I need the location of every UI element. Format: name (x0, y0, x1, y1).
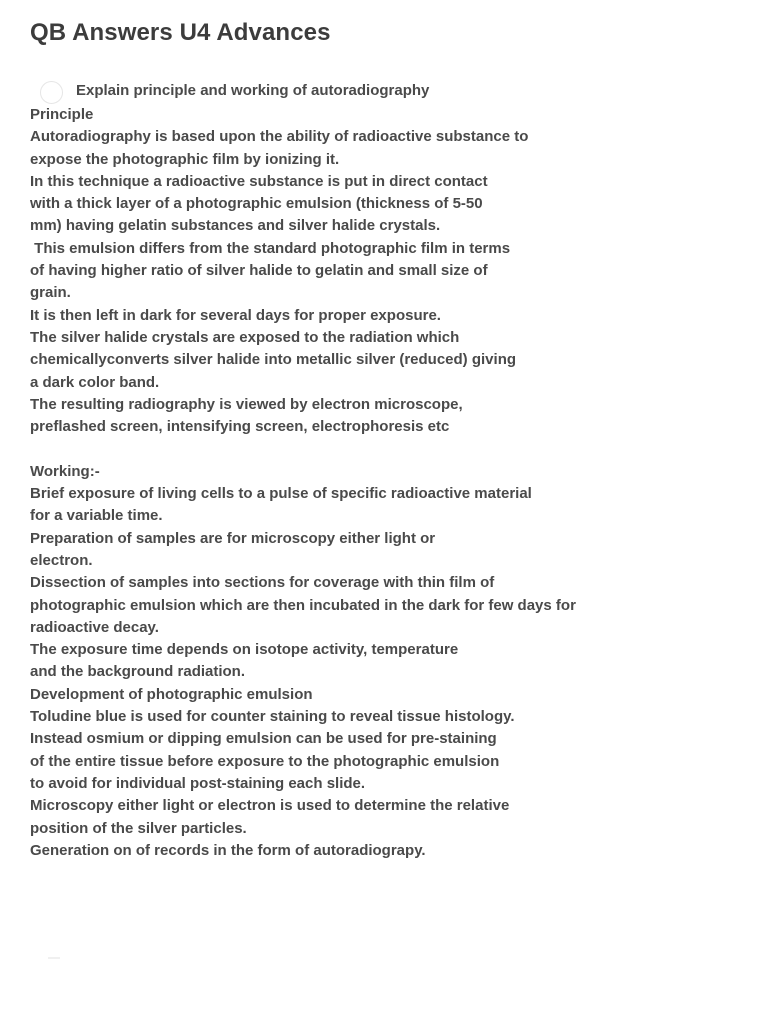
note-line: In this technique a radioactive substance is put in direct contact (30, 172, 488, 190)
note-line: Working:- (30, 462, 100, 480)
note-line: Microscopy either light or electron is used to determine the relative (30, 797, 510, 815)
note-blank-line (30, 438, 750, 460)
note-line: Toludine blue is used for counter staining to reveal tissue histology. (30, 708, 515, 726)
note-line: chemicallyconverts silver halide into metallic silver (reduced) giving (30, 351, 517, 369)
note-line: The silver halide crystals are exposed to the radiation which (30, 328, 460, 346)
note-line: a dark color band. (30, 373, 160, 391)
note-line: expose the photographic film by ionizing it. (30, 150, 340, 168)
note-line: to avoid for individual post-staining each slide. (30, 774, 366, 792)
note-line: Principle (30, 106, 94, 123)
checklist-item[interactable] (40, 80, 740, 106)
note-line: The exposure time depends on isotope activity, temperature (30, 641, 459, 659)
note-line: radioactive decay. (30, 618, 159, 636)
note-line: electron. (30, 551, 93, 569)
note-line: and the background radiation. (30, 663, 246, 681)
note-line: position of the silver particles. (30, 819, 247, 837)
note-line: mm) having gelatin substances and silver halide crystals. (30, 217, 441, 235)
note-line: Development of photographic emulsion (30, 685, 313, 703)
note-title[interactable]: QB Answers U4 Advances (30, 19, 331, 46)
note-line: photographic emulsion which are then incubated in the dark for few days for (30, 596, 576, 614)
note-line: Autoradiography is based upon the ability of radioactive substance to (30, 128, 529, 146)
note-line: of having higher ratio of silver halide to gelatin and small size of (30, 262, 488, 280)
note-line: preflashed screen, intensifying screen, electrophoresis etc (30, 418, 450, 436)
checklist-item-text[interactable]: Explain principle and working of autoradiography (76, 82, 430, 99)
note-line: This emulsion differs from the standard photographic film in terms (30, 239, 511, 257)
note-line: for a variable time. (30, 507, 163, 525)
note-line: It is then left in dark for several days for proper exposure. (30, 306, 441, 324)
note-body[interactable] (30, 104, 750, 862)
note-line: The resulting radiography is viewed by electron microscope, (30, 395, 463, 413)
faint-divider (48, 957, 60, 959)
note-line: Brief exposure of living cells to a pulse of specific radioactive material (30, 485, 532, 503)
note-line: Preparation of samples are for microscopy either light or (30, 529, 436, 547)
note-line: with a thick layer of a photographic emulsion (thickness of 5-50 (30, 195, 483, 213)
note-line: Instead osmium or dipping emulsion can be used for pre-staining (30, 730, 497, 748)
note-line: grain. (30, 284, 71, 302)
note-line: Generation on of records in the form of autoradiograpy. (30, 841, 426, 859)
note-line: Dissection of samples into sections for coverage with thin film of (30, 574, 495, 592)
unchecked-circle-icon[interactable] (40, 81, 63, 104)
note-line: of the entire tissue before exposure to the photographic emulsion (30, 752, 500, 770)
